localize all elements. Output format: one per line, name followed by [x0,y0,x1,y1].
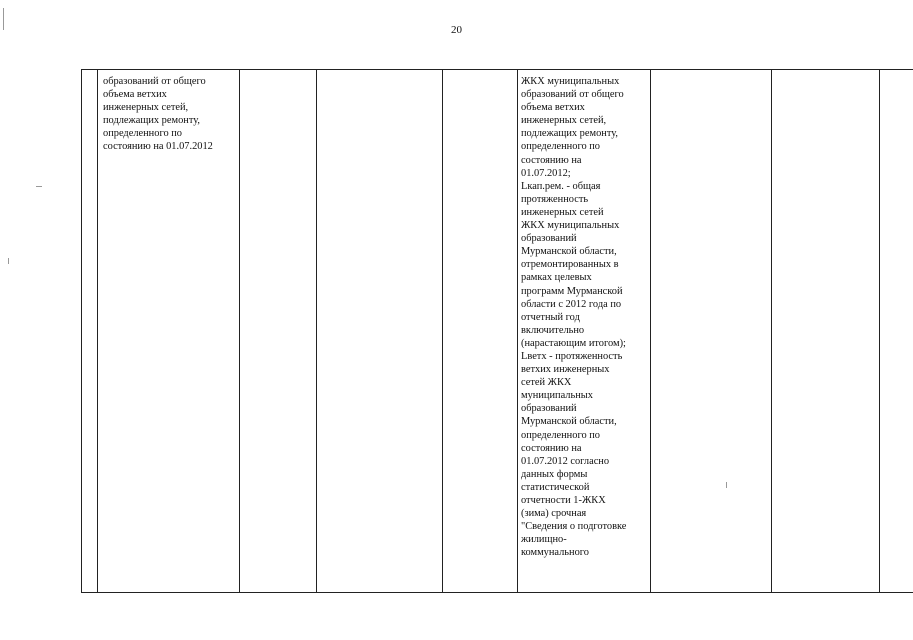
table-cell-column-5 [443,70,518,593]
scan-artifact [8,258,9,264]
table-cell-column-8 [772,70,880,593]
document-table [81,69,913,593]
scan-artifact [726,482,727,488]
table-cell-unit [240,70,317,593]
table-row [82,70,913,593]
scan-artifact [3,8,4,30]
scan-artifact [36,186,42,187]
table-cell-methodology: ЖКХ муниципальных образований от общего объема ветхих инженерных сетей, подлежащих ремонту, определенного по состоянию на 01.07.2012; Lкап.рем. - общая протяженность инженерных сетей ЖКХ муниципальных образований Мурманской области, отремонтированных в рамках целевых программ Мурманской области с 2012 года по отчетный год включительно (нарастающим итогом); Lветх - протяженность ветхих инженерных сетей ЖКХ муниципальных образований Мурманской области, определенного по состоянию на 01.07.2012 согласно данных формы статистической отчетности 1-ЖКХ (зима) срочная "Сведения о подготовке жилищно- коммунального [518,70,651,593]
table-cell-column-9 [880,70,913,593]
table-cell-column-4 [317,70,443,593]
page-number: 20 [451,24,462,36]
table-cell-indicator: образований от общего объема ветхих инженерных сетей, подлежащих ремонту, определенного по состоянию на 01.07.2012 [98,70,240,593]
table-cell-column-7 [651,70,772,593]
table-cell-number [82,70,98,593]
